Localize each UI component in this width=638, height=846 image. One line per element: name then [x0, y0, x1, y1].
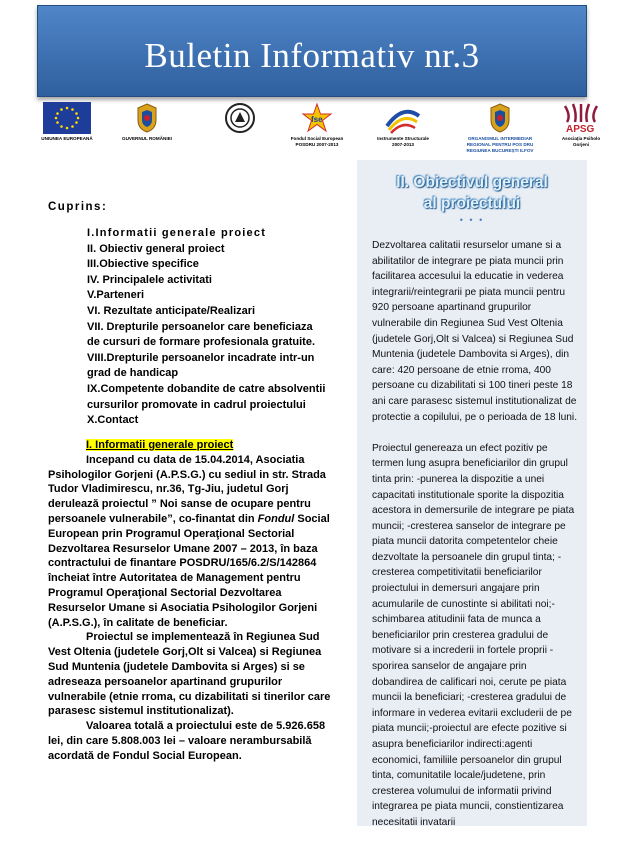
toc-item: cursurilor promovate in cadrul proiectului — [87, 398, 306, 411]
coat-of-arms-icon — [487, 102, 513, 134]
paragraph: Proiectul se implementează în Regiunea Sud Vest Oltenia (judetele Gorj,Olt si Valcea) si Regiunea Sud Muntenia (judetele Dambovita si Arges) si se adreseaza persoanelor apartinand grupurilor vulnerabile (etnie rroma, cu dizabilitati si tinerilor care parasesc sistemul institutionalizat). — [48, 631, 331, 718]
ministry-seal-icon — [224, 102, 256, 134]
partner-logos-strip — [35, 100, 615, 160]
toc-item: VIII.Drepturile persoanelor incadrate intr-un — [87, 351, 315, 364]
coat-of-arms-icon — [134, 102, 160, 134]
table-of-contents — [87, 226, 347, 429]
logo-caption: ORGANISMUL INTERMEDIAR REGIONAL PENTRU POS DRU REGIUNEA BUCUREȘTI ILFOV — [466, 136, 534, 153]
logo-apsg — [550, 100, 612, 160]
toc-item: III.Obiective specifice — [87, 258, 199, 271]
paragraph — [48, 453, 340, 631]
toc-item: VII. Drepturile persoanelor care beneficiaza — [87, 320, 313, 333]
toc-item: V.Parteneri — [87, 289, 145, 302]
toc-item: IX.Competente dobandite de catre absolventii — [87, 382, 326, 395]
logo-government — [107, 100, 187, 160]
toc-item: IV. Principalele activitati — [87, 273, 212, 286]
toc-item: II. Obiectiv general proiect — [87, 242, 225, 255]
sidebar-title — [357, 172, 587, 214]
svg-text:APSG: APSG — [566, 124, 595, 134]
logo-caption: GUVERNUL ROMÂNIEI — [122, 136, 172, 141]
page-title: Buletin Informativ nr.3 — [144, 36, 480, 75]
sidebar-title-line: al proiectului — [423, 195, 521, 212]
svg-text:fse: fse — [311, 115, 323, 124]
header-banner — [37, 5, 587, 97]
toc-item: VI. Rezultate anticipate/Realizari — [87, 304, 256, 317]
toc-item: I.Informatii generale proiect — [87, 227, 267, 239]
separator-dots: • • • — [459, 215, 485, 225]
logo-caption: Asociaţia Psiholo Gorjeni — [561, 136, 601, 147]
logo-instrumente-structurale — [363, 100, 443, 160]
logo-eu — [37, 100, 97, 160]
section-heading — [48, 438, 340, 453]
toc-item: grad de handicap — [87, 367, 179, 380]
logo-organism-intermediar — [460, 100, 540, 160]
fse-star-icon — [300, 102, 334, 134]
paragraph: Valoarea totală a proiectului este de 5.926.658 lei, din care 5.808.003 lei – valoare nerambursabilă acordată de Fondul Social European. — [48, 720, 326, 762]
logo-caption: Fondul Social European POSDRU 2007-2013 — [290, 136, 344, 147]
paragraph-italic: Fondul — [257, 512, 295, 525]
sidebar-body — [372, 238, 578, 846]
paragraph-text: Social European prin Programul Operaţional Sectorial Dezvoltarea Resurselor Umane 2007 – 2013, în baza contractului de finantare POSDRU/165/6.2/S/142864 încheiat între Autoritatea de Management pentru Programul Operaţional Sectorial Dezvoltarea Resurselor Umane si Asociatia Psihologilor Gorjeni (A.P.S.G.), în calitate de beneficiar. — [48, 512, 330, 629]
paragraph-text: Incepand cu data de 15.04.2014, Asociatia Psihologilor Gorjeni (A.P.S.G.) cu sediul in str. Strada Tudor Vladimirescu, nr.36, Tg-Jiu, judetul Gorj derulează proiectul ” Noi sanse de ocupare pentru persoanele vulnerabile”, co-finantat din — [48, 453, 326, 525]
toc-item: X.Contact — [87, 414, 139, 427]
logo-caption: UNIUNEA EUROPEANĂ — [41, 136, 93, 141]
toc-item: de cursuri de formare profesionala gratuite. — [87, 336, 316, 349]
instrumente-structurale-icon — [383, 102, 423, 134]
eu-flag-icon — [43, 102, 91, 134]
apsg-logo-icon — [559, 102, 603, 134]
logo-ministry — [215, 100, 265, 160]
logo-fse — [277, 100, 357, 160]
sidebar-title-line: II. Obiectivul general — [396, 174, 548, 191]
contents-title: Cuprins: — [48, 201, 108, 213]
section-heading-text: I. Informatii generale proiect — [86, 439, 234, 451]
paragraph: Proiectul genereaza un efect pozitiv pe termen lung asupra beneficiarilor din grupul tinta prin: -punerea la dispozitie a unei capacitati institutionale sporite la dispozitia acestora in demersurile de integrare pe piata muncii; -cresterea sanselor de integrare pe piata muncii datorita competentelor cheie dezvoltate la persoanele din grupul tinta; - cresterea competitivitatii beneficiarilor proiectului in demersuri angajare prin acumularile de cunostinte si abilitati noi;-schimbarea atitudinii fata de munca a beneficiarilor prin cresterea gradului de motivare si a increderii in fortele proprii - sporirea sanselor de angajare prin dobandirea de calificari noi, cerute pe piata muncii la beneficiari; -cresterea gradului de informare in vederea evitarii excluderii de pe piata muncii;-proiectul are efecte pozitive si asupra beneficiarilor indirecti:agenti economici, familiile persoanelor din grupul tinta, comunitatile locale/judetene, prin cresterea volumului de informatii privind integrarea pe piata muncii, constientizarea necesitatii invatarii — [372, 442, 575, 828]
logo-caption: Instrumente Structurale 2007-2013 — [377, 136, 429, 147]
section-general-info — [48, 438, 340, 764]
paragraph: Dezvoltarea calitatii resurselor umane si a abilitatilor de integrare pe piata muncii prin facilitarea accesului la educatie in vederea integrarii/reintegrarii pe piata muncii pentru 920 persoane apartinand grupurilor vulnerabile din Regiunea Sud Vest Oltenia (judetele Gorj,Olt si Valcea) si Regiunea Sud Muntenia (judetele Dambovita si Arges), din care: 420 persoane de etnie rroma, 400 persoane cu dizabilitati si 100 tineri peste 18 ani care parasesc sistemul institutionalizat de protectie a copilului, pe o perioada de 18 luni. — [372, 240, 578, 423]
